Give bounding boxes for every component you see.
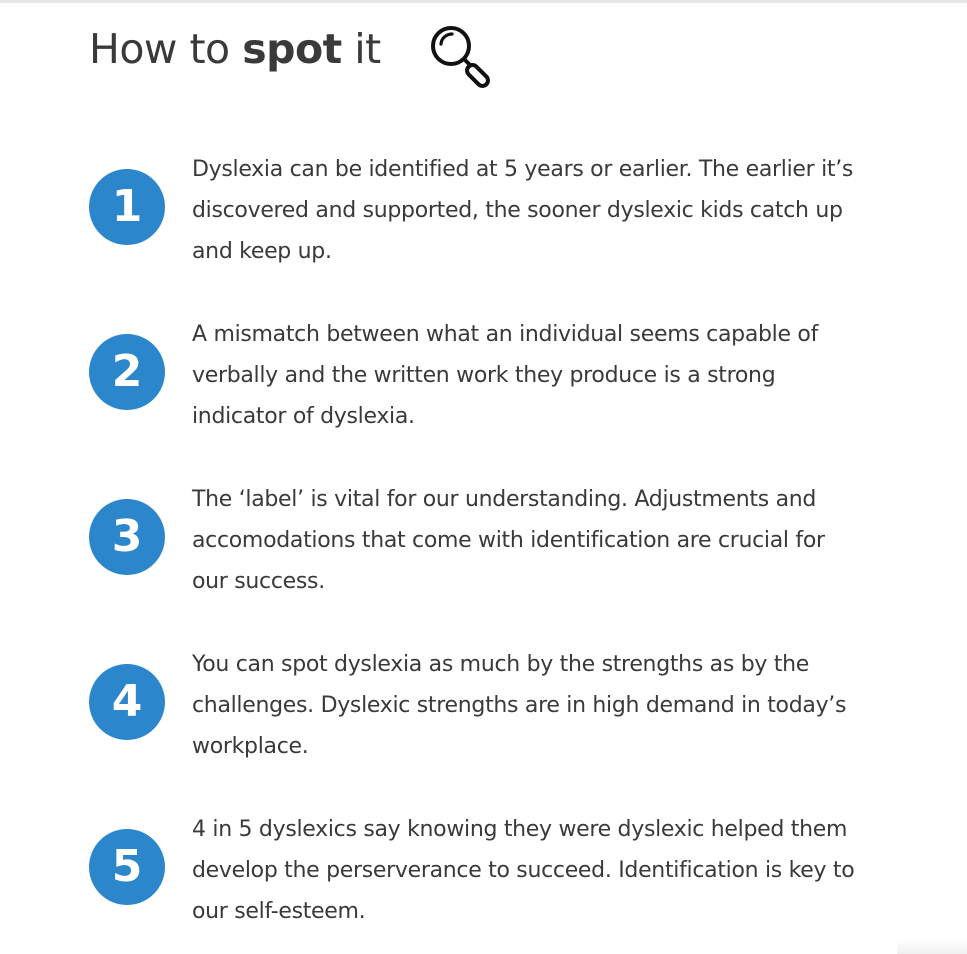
top-divider [0, 0, 967, 3]
item-text: You can spot dyslexia as much by the strengths as by the challenges. Dyslexic strengths are in high demand in today’s workplace. [192, 652, 847, 759]
number-badge: 2 [89, 334, 165, 410]
list-item [89, 479, 869, 599]
list-item [89, 809, 869, 929]
item-text: Dyslexia can be identified at 5 years or earlier. The earlier it’s discovered and supported, the sooner dyslexic kids catch up and keep up. [192, 157, 854, 264]
list-item [89, 314, 869, 434]
list-item [89, 149, 869, 269]
title-emphasis: spot [242, 25, 342, 73]
number-badge: 3 [89, 499, 165, 575]
page-title [89, 22, 381, 76]
magnifying-glass-icon [428, 24, 496, 90]
title-prefix: How to [89, 25, 243, 73]
item-text: The ‘label’ is vital for our understanding. Adjustments and accomodations that come with identification are crucial for our success. [192, 487, 825, 594]
corner-shadow [897, 940, 967, 954]
number-badge: 1 [89, 169, 165, 245]
list-item [89, 644, 869, 764]
item-text: A mismatch between what an individual seems capable of verbally and the written work they produce is a strong indicator of dyslexia. [192, 322, 819, 429]
title-suffix: it [341, 25, 381, 73]
number-badge: 5 [89, 829, 165, 905]
item-text: 4 in 5 dyslexics say knowing they were dyslexic helped them develop the perserverance to succeed. Identification is key to our self-esteem. [192, 817, 855, 924]
number-badge: 4 [89, 664, 165, 740]
